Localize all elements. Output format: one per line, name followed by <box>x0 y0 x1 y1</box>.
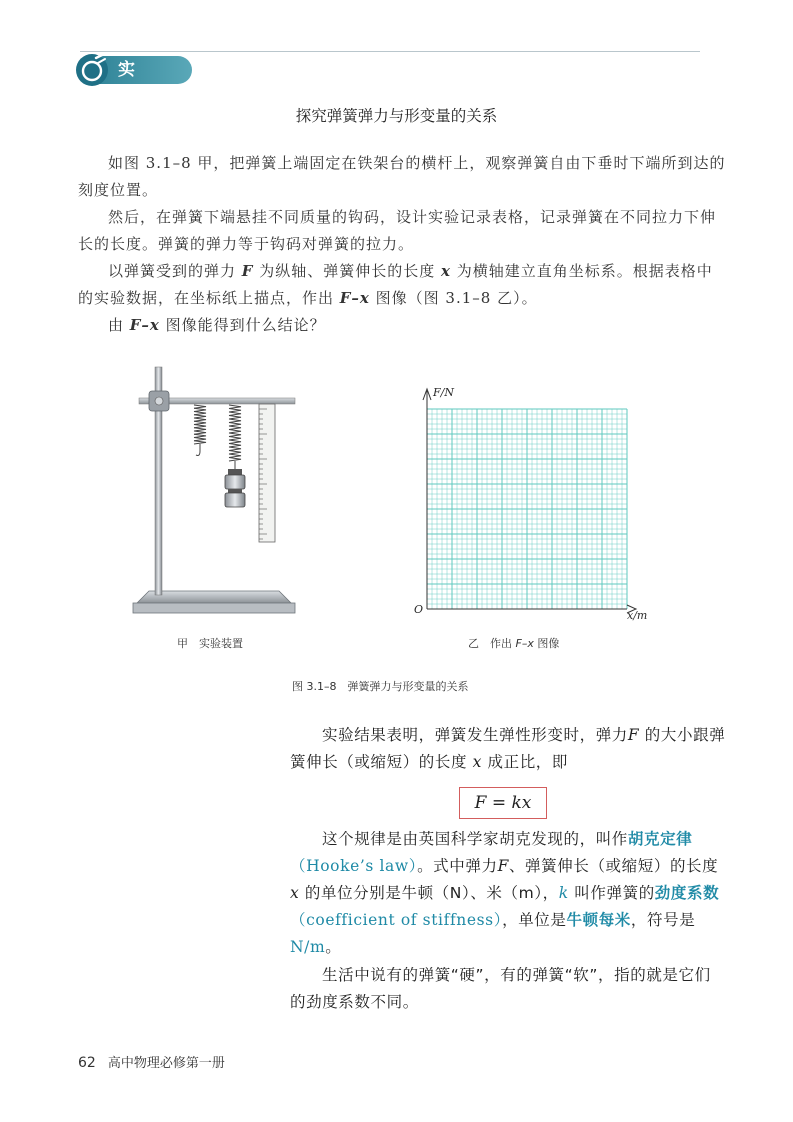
section-banner <box>74 52 192 108</box>
r2-text-e: 叫作弹簧的 <box>568 884 655 902</box>
spring-coil <box>229 437 241 441</box>
result-paragraph-2 <box>290 826 726 961</box>
r2-text-a: 这个规律是由英国科学家胡克发现的，叫作 <box>322 830 628 848</box>
paragraph-1: 如图 3.1–8 甲，把弹簧上端固定在铁架台的横杆上，观察弹簧自由下垂时下端所到达的刻度位置。 <box>78 154 726 199</box>
y-axis-label: F/N <box>433 386 454 399</box>
right-subcaption <box>468 635 559 651</box>
section-label: 实 验 <box>118 60 149 108</box>
spring-coil <box>229 416 241 420</box>
p4-text-a: 由 <box>108 316 130 334</box>
unit-symbol: N/m <box>290 938 326 956</box>
r2-text-g: ，符号是 <box>630 911 696 929</box>
r2-text-f: ，单位是 <box>502 911 567 929</box>
term-hookes-law: 胡克定律 <box>627 830 693 848</box>
right-caption-Fx: F–x <box>515 637 534 650</box>
spring-coil <box>229 451 241 455</box>
paragraph-2: 然后，在弹簧下端悬挂不同质量的钩码，设计实验记录表格，记录弹簧在不同拉力下伸长的长度。弹簧的弹力等于钩码对弹簧的拉力。 <box>78 208 717 253</box>
spring-coil <box>194 434 206 437</box>
p3-text-d: 图像（图 3.1–8 乙）。 <box>369 289 538 307</box>
spring-coil <box>229 440 241 444</box>
r2-var-F: F <box>497 857 509 875</box>
p3-var-x: x <box>440 262 451 280</box>
term-hookes-law-en: （Hooke’s law） <box>290 857 418 875</box>
p3-text-a: 以弹簧受到的弹力 <box>108 262 242 280</box>
spring-coil <box>194 408 206 411</box>
left-subcaption: 甲 实验装置 <box>177 637 243 650</box>
result-paragraph-3: 生活中说有的弹簧“硬”，有的弹簧“软”，指的就是它们的劲度系数不同。 <box>290 966 711 1011</box>
spring-coil <box>194 438 206 441</box>
r2-text-c: 、弹簧伸长（或缩短）的长度 <box>508 857 719 875</box>
spring-coil <box>194 415 206 418</box>
spring-coil <box>194 425 206 428</box>
r1-text-b: 的大小跟弹簧伸长（或缩短）的长度 <box>290 726 726 771</box>
spring-coil <box>194 405 206 408</box>
r1-text-a: 实验结果表明，弹簧发生弹性形变时，弹力 <box>322 726 628 744</box>
paragraph-3 <box>78 258 728 312</box>
spring-coil <box>194 418 206 421</box>
p3-text-c: 为横轴建立直角坐标系。根据表格中的实验数据，在坐标纸上描点，作出 <box>78 262 713 307</box>
spring-apparatus-illustration <box>125 365 310 620</box>
r2-var-k: k <box>558 884 569 902</box>
force-extension-graph <box>405 385 655 625</box>
book-title: 高中物理必修第一册 <box>107 1056 225 1071</box>
p3-text-b: 为纵轴、弹簧伸长的长度 <box>253 262 441 280</box>
spring-coil <box>229 430 241 434</box>
experiment-flask-icon <box>74 52 114 88</box>
spring-coil <box>229 409 241 413</box>
figure-caption: 图 3.1–8 弹簧弹力与形变量的关系 <box>292 680 469 693</box>
spring-coil <box>229 447 241 451</box>
spring-coil <box>194 431 206 434</box>
spring-coil <box>229 426 241 430</box>
spring-coil <box>229 433 241 437</box>
term-stiffness-en: （coefficient of stiffness） <box>290 911 503 929</box>
spring-coil <box>229 444 241 448</box>
r2-text-h: 。 <box>325 938 342 956</box>
spring-coil <box>229 405 241 409</box>
spring-coil <box>194 412 206 415</box>
r2-text-b: 。式中弹力 <box>417 857 498 875</box>
r1-var-F: F <box>627 726 640 744</box>
experiment-title: 探究弹簧弹力与形变量的关系 <box>295 107 498 125</box>
spring-coil <box>194 428 206 431</box>
spring-coil <box>229 419 241 423</box>
r1-var-x: x <box>472 753 482 771</box>
x-axis-label: x/m <box>627 609 648 622</box>
p4-var-Fx: F–x <box>129 316 160 334</box>
right-caption-a: 乙 作出 <box>468 637 516 650</box>
r1-text-c: 成正比，即 <box>481 753 569 771</box>
page-number: 62 <box>78 1055 96 1071</box>
page-footer <box>78 1052 225 1071</box>
term-stiffness: 劲度系数 <box>654 884 720 902</box>
result-paragraph-1 <box>290 722 726 776</box>
hooke-formula: F = kx <box>459 787 547 819</box>
p3-var-Fx: F–x <box>339 289 370 307</box>
right-caption-b: 图像 <box>533 637 560 650</box>
spring-coil <box>229 423 241 427</box>
origin-label: O <box>414 603 424 616</box>
p3-var-F: F <box>241 262 254 280</box>
spring-coil <box>229 458 241 462</box>
r2-var-x: x <box>290 884 300 902</box>
p4-text-b: 图像能得到什么结论？ <box>159 316 326 334</box>
r2-text-d: 的单位分别是牛顿（N）、米（m）， <box>299 884 559 902</box>
spring-coil <box>194 441 206 444</box>
paragraph-4 <box>78 312 728 339</box>
spring-coil <box>194 421 206 424</box>
spring-coil <box>229 454 241 458</box>
spring-coil <box>229 412 241 416</box>
term-newton-per-meter: 牛顿每米 <box>566 911 631 929</box>
